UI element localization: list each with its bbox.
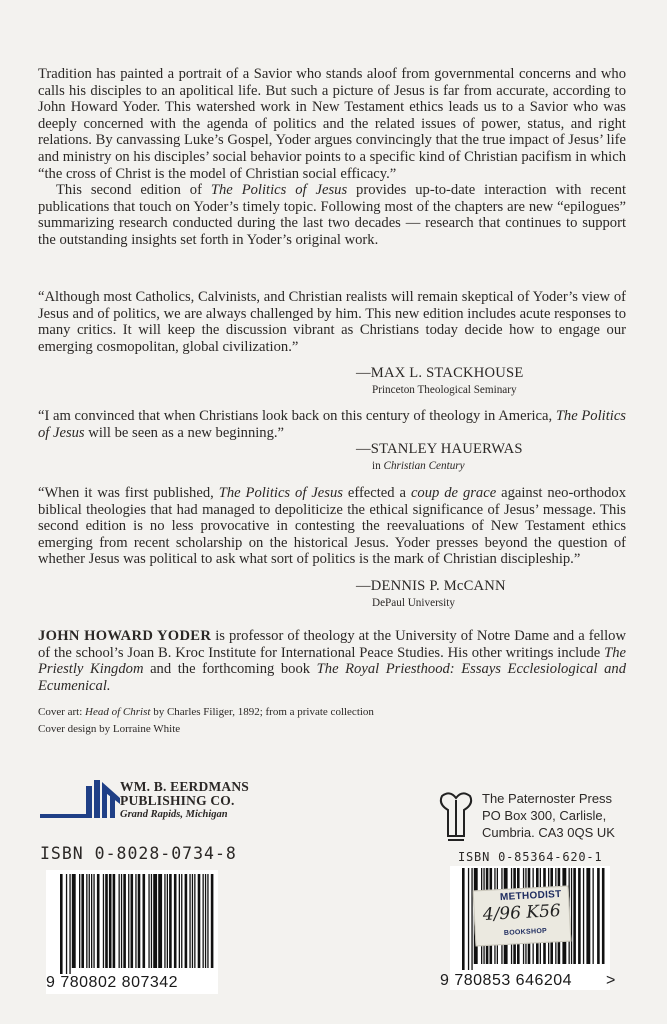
eerdmans-text: WM. B. EERDMANS PUBLISHING CO. Grand Rapids, Michigan	[120, 779, 250, 820]
barcode-bar	[93, 874, 94, 968]
endorsement-quote-3: “When it was first published, The Politics of Jesus effected a coup de grace against neo-orthodox biblical theologies that had managed to depoliticize the ethical significance of Jesus’ message. This second edition is no less provocative in contesting the reevaluations of New Testament ethics emerging from recent scholarship on the historical Jesus. Yoder presses beyond the question of whether Jesus was political to ask what sort of politics is the mark of Christian discipleship.”	[38, 485, 626, 568]
book-title: The Politics of Jesus	[210, 182, 348, 199]
author-bio: JOHN HOWARD YODER is professor of theology at the University of Notre Dame and a fellow of the school’s Joan B. Kroc Institute for International Peace Studies. His other writings include The Priestly Kingdom and the forthcoming book The Royal Priesthood: Essays Ecclesiological and Ecumenical.	[38, 628, 626, 694]
barcode-bar	[105, 874, 108, 968]
barcode-bar	[174, 874, 177, 968]
barcode-bar	[79, 874, 80, 968]
barcode-us	[46, 870, 218, 994]
barcode-bar	[138, 874, 141, 968]
barcode-bar	[158, 874, 162, 968]
book-title: The Politics of Jesus	[38, 408, 626, 441]
paternoster-logo-icon	[436, 790, 476, 846]
barcode-bar	[192, 874, 193, 968]
eerdmans-logo-icon	[40, 778, 120, 828]
barcode-bar	[181, 874, 182, 968]
barcode-bar	[462, 868, 465, 970]
eerdmans-publisher	[40, 778, 280, 828]
barcode-bar	[571, 868, 572, 964]
barcode-us-bars	[60, 874, 216, 974]
barcode-bar	[468, 868, 469, 970]
endorsement-affiliation-1: Princeton Theological Seminary	[372, 384, 517, 396]
barcode-bar	[593, 868, 594, 964]
endorsement-author-2: —STANLEY HAUERWAS	[356, 441, 523, 457]
barcode-bar	[153, 874, 157, 968]
endorsement-author-1: —MAX L. STACKHOUSE	[356, 365, 524, 381]
barcode-bar	[164, 874, 165, 968]
endorsement-affiliation-2: in Christian Century	[372, 460, 465, 472]
blurb-paragraph-1: Tradition has painted a portrait of a Savior who stands aloof from governmental concerns and who calls his disciples to an apolitical life. But such a picture of Jesus is far from accurate, according to John Howard Yoder. This watershed work in New Testament ethics leads us to a Savior who was deeply concerned with the agenda of politics and the related issues of power, status, and right relations. By canvassing Luke’s Gospel, Yoder argues convincingly that the true impact of Jesus’ life and ministry on his disciples’ social behavior points to a specific kind of Christian pacifism in which “the cross of Christ is the model of Christian social efficacy.”	[38, 66, 626, 182]
barcode-bar	[81, 874, 84, 968]
barcode-bar	[121, 874, 122, 968]
barcode-bar	[194, 874, 195, 968]
sticker-label: BOOKSHOP	[503, 927, 548, 937]
barcode-bar	[113, 874, 116, 968]
blurb-paragraph-2: This second edition of The Politics of Jesus provides up-to-date interaction with recent publications that touch on Yoder’s timely topic. Following most of the chapters are new “epilogues” summarizing research conducted during the last two decades — research that continues to support the outstanding insights set forth in Yoder’s original work.	[38, 182, 626, 248]
paternoster-address: The Paternoster Press PO Box 300, Carlisle, Cumbria. CA3 0QS UK	[482, 791, 615, 840]
barcode-bar	[573, 868, 576, 964]
barcode-bar	[148, 874, 149, 968]
sticker-shop-name: METHODIST	[499, 888, 562, 904]
barcode-bar	[198, 874, 201, 968]
barcode-us-number: 9 780802 807342	[46, 974, 179, 991]
cover-credits	[38, 704, 374, 737]
barcode-bar	[86, 874, 87, 968]
barcode-bar	[471, 868, 472, 970]
endorsement-author-3: —DENNIS P. McCANN	[356, 578, 506, 594]
barcode-bar	[135, 874, 136, 968]
barcode-bar	[189, 874, 190, 968]
barcode-bar	[69, 874, 70, 974]
barcode-bar	[205, 874, 206, 968]
barcode-bar	[211, 874, 214, 968]
barcode-bar	[103, 874, 104, 968]
barcode-bar	[179, 874, 180, 968]
barcode-bar	[131, 874, 134, 968]
barcode-bar	[60, 874, 63, 974]
author-name: JOHN HOWARD YODER	[38, 628, 212, 644]
endorsement-affiliation-3: DePaul University	[372, 597, 455, 609]
barcode-bar	[602, 868, 605, 964]
barcode-bar	[203, 874, 204, 968]
barcode-uk-quiet-zone-mark: >	[606, 972, 616, 989]
barcode-bar	[119, 874, 120, 968]
bookshop-price-sticker	[473, 886, 572, 947]
endorsement-quote-2: “I am convinced that when Christians look back on this century of theology in America, The Politics of Jesus will be seen as a new beginning.”	[38, 408, 626, 441]
barcode-bar	[169, 874, 172, 968]
barcode-bar	[89, 874, 90, 968]
isbn-uk: ISBN 0-85364-620-1	[458, 850, 603, 864]
barcode-bar	[91, 874, 92, 968]
barcode-uk-number: 9 780853 646204	[440, 972, 573, 989]
cover-art-credit: Cover art: Head of Christ by Charles Filiger, 1892; from a private collection	[38, 706, 374, 718]
sticker-handwritten-code: 4/96 K56	[482, 900, 562, 926]
barcode-bar	[151, 874, 152, 968]
cover-design-credit: Cover design by Lorraine White	[38, 722, 181, 735]
barcode-bar	[109, 874, 112, 968]
barcode-bar	[72, 874, 76, 968]
paternoster-publisher	[436, 790, 646, 850]
barcode-bar	[128, 874, 129, 968]
barcode-bar	[66, 874, 67, 974]
cover-blurb	[38, 66, 626, 249]
barcode-bar	[167, 874, 168, 968]
barcode-bar	[586, 868, 590, 964]
barcode-bar	[97, 874, 100, 968]
barcode-bar	[597, 868, 600, 964]
endorsement-quote-1: “Although most Catholics, Calvinists, and Christian realists will remain skeptical of Yoder’s view of Jesus and of politics, we are always challenged by him. This new edition includes acute responses to many critics. It will keep the discussion vibrant as Christians today decide how to engage our emerging cosmopolitan, global civilization.”	[38, 289, 626, 355]
barcode-bar	[185, 874, 188, 968]
book-title: The Politics of Jesus	[218, 485, 343, 501]
barcode-bar	[123, 874, 126, 968]
barcode-bar	[578, 868, 581, 964]
barcode-bar	[207, 874, 208, 968]
barcode-bar	[583, 868, 584, 964]
isbn-us: ISBN 0-8028-0734-8	[40, 844, 237, 863]
barcode-bar	[143, 874, 146, 968]
